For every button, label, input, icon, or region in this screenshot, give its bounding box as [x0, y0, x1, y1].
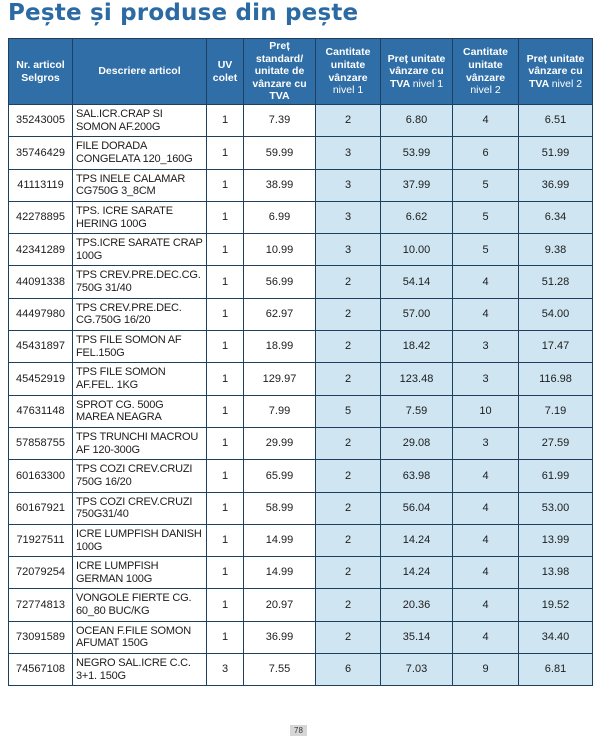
qty-level2-cell: 4	[453, 557, 519, 589]
price-level2-cell: 51.28	[519, 266, 593, 298]
qty-level2-cell: 10	[453, 395, 519, 427]
price-level1-cell: 63.98	[381, 460, 453, 492]
uv-cell: 1	[207, 557, 244, 589]
description-cell: TPS COZI CREV.CRUZI 750G31/40	[73, 492, 207, 524]
header-price-standard: Preț standard/ unitate de vânzare cu TVA	[244, 39, 316, 105]
price-standard-cell: 14.99	[244, 557, 316, 589]
price-level2-cell: 9.38	[519, 234, 593, 266]
qty-level2-cell: 5	[453, 169, 519, 201]
uv-cell: 1	[207, 105, 244, 137]
price-standard-cell: 7.55	[244, 654, 316, 686]
article-cell: 73091589	[9, 621, 73, 653]
uv-cell: 1	[207, 169, 244, 201]
qty-level1-cell: 3	[316, 201, 381, 233]
table-row	[9, 105, 593, 137]
price-level2-cell: 116.98	[519, 363, 593, 395]
article-cell: 57858755	[9, 427, 73, 459]
qty-level1-cell: 2	[316, 363, 381, 395]
uv-cell: 1	[207, 427, 244, 459]
price-level1-cell: 37.99	[381, 169, 453, 201]
uv-cell: 3	[207, 654, 244, 686]
price-level2-cell: 6.34	[519, 201, 593, 233]
qty-level1-cell: 2	[316, 492, 381, 524]
qty-level2-cell: 4	[453, 621, 519, 653]
price-standard-cell: 62.97	[244, 298, 316, 330]
header-description: Descriere articol	[73, 39, 207, 105]
price-standard-cell: 36.99	[244, 621, 316, 653]
uv-cell: 1	[207, 621, 244, 653]
price-level2-cell: 13.99	[519, 524, 593, 556]
description-cell: TPS CREV.PRE.DEC. CG.750G 16/20	[73, 298, 207, 330]
table-row	[9, 137, 593, 169]
price-level2-cell: 17.47	[519, 331, 593, 363]
price-standard-cell: 56.99	[244, 266, 316, 298]
qty-level1-cell: 2	[316, 621, 381, 653]
description-cell: TPS COZI CREV.CRUZI 750G 16/20	[73, 460, 207, 492]
article-cell: 72774813	[9, 589, 73, 621]
page-number: 78	[290, 725, 307, 736]
table-row	[9, 460, 593, 492]
qty-level2-cell: 4	[453, 298, 519, 330]
description-cell: NEGRO SAL.ICRE C.C. 3+1. 150G	[73, 654, 207, 686]
description-cell: SPROT CG. 500G MAREA NEAGRA	[73, 395, 207, 427]
price-level1-cell: 10.00	[381, 234, 453, 266]
table-row	[9, 298, 593, 330]
qty-level1-cell: 2	[316, 105, 381, 137]
qty-level2-cell: 5	[453, 234, 519, 266]
description-cell: SAL.ICR.CRAP SI SOMON AF.200G	[73, 105, 207, 137]
price-level1-cell: 6.80	[381, 105, 453, 137]
table-row	[9, 266, 593, 298]
price-level1-cell: 54.14	[381, 266, 453, 298]
header-price-level1: Preț unitate vânzare cu TVA nivel 1	[381, 39, 453, 105]
article-cell: 74567108	[9, 654, 73, 686]
uv-cell: 1	[207, 524, 244, 556]
qty-level2-cell: 9	[453, 654, 519, 686]
price-standard-cell: 20.97	[244, 589, 316, 621]
qty-level1-cell: 2	[316, 460, 381, 492]
qty-level1-cell: 3	[316, 137, 381, 169]
price-level1-cell: 18.42	[381, 331, 453, 363]
price-level1-cell: 35.14	[381, 621, 453, 653]
description-cell: VONGOLE FIERTE CG. 60_80 BUC/KG	[73, 589, 207, 621]
description-cell: FILE DORADA CONGELATA 120_160G	[73, 137, 207, 169]
table-row	[9, 557, 593, 589]
qty-level1-cell: 2	[316, 266, 381, 298]
price-level1-cell: 20.36	[381, 589, 453, 621]
qty-level2-cell: 3	[453, 331, 519, 363]
qty-level2-cell: 6	[453, 137, 519, 169]
qty-level1-cell: 2	[316, 298, 381, 330]
header-uv: UV colet	[207, 39, 244, 105]
price-level2-cell: 19.52	[519, 589, 593, 621]
uv-cell: 1	[207, 460, 244, 492]
header-qty-level1: Cantitate unitate vânzare nivel 1	[316, 39, 381, 105]
qty-level2-cell: 4	[453, 589, 519, 621]
article-cell: 44091338	[9, 266, 73, 298]
description-cell: ICRE LUMPFISH GERMAN 100G	[73, 557, 207, 589]
article-cell: 41113119	[9, 169, 73, 201]
uv-cell: 1	[207, 298, 244, 330]
table-row	[9, 363, 593, 395]
uv-cell: 1	[207, 395, 244, 427]
table-row	[9, 654, 593, 686]
price-level2-cell: 53.00	[519, 492, 593, 524]
qty-level1-cell: 3	[316, 234, 381, 266]
description-cell: TPS TRUNCHI MACROU AF 120-300G	[73, 427, 207, 459]
price-level2-cell: 6.51	[519, 105, 593, 137]
uv-cell: 1	[207, 492, 244, 524]
description-cell: OCEAN F.FILE SOMON AFUMAT 150G	[73, 621, 207, 653]
qty-level2-cell: 5	[453, 201, 519, 233]
qty-level1-cell: 3	[316, 169, 381, 201]
price-level2-cell: 36.99	[519, 169, 593, 201]
price-level2-cell: 34.40	[519, 621, 593, 653]
price-standard-cell: 38.99	[244, 169, 316, 201]
price-level2-cell: 61.99	[519, 460, 593, 492]
price-standard-cell: 18.99	[244, 331, 316, 363]
price-level2-cell: 6.81	[519, 654, 593, 686]
uv-cell: 1	[207, 331, 244, 363]
qty-level1-cell: 2	[316, 557, 381, 589]
price-standard-cell: 65.99	[244, 460, 316, 492]
uv-cell: 1	[207, 201, 244, 233]
page-title: Pește și produse din pește	[8, 0, 359, 26]
price-standard-cell: 6.99	[244, 201, 316, 233]
table-row	[9, 492, 593, 524]
table-row	[9, 234, 593, 266]
article-cell: 45452919	[9, 363, 73, 395]
price-level1-cell: 53.99	[381, 137, 453, 169]
description-cell: TPS. ICRE SARATE HERING 100G	[73, 201, 207, 233]
table-row	[9, 169, 593, 201]
table-row	[9, 427, 593, 459]
price-level2-cell: 7.19	[519, 395, 593, 427]
price-standard-cell: 10.99	[244, 234, 316, 266]
uv-cell: 1	[207, 137, 244, 169]
price-table	[8, 38, 593, 686]
description-cell: TPS CREV.PRE.DEC.CG. 750G 31/40	[73, 266, 207, 298]
header-price-level2: Preț unitate vânzare cu TVA nivel 2	[519, 39, 593, 105]
price-level1-cell: 29.08	[381, 427, 453, 459]
qty-level2-cell: 4	[453, 524, 519, 556]
article-cell: 72079254	[9, 557, 73, 589]
qty-level2-cell: 4	[453, 460, 519, 492]
price-level1-cell: 56.04	[381, 492, 453, 524]
qty-level1-cell: 2	[316, 589, 381, 621]
qty-level1-cell: 2	[316, 427, 381, 459]
header-article: Nr. articol Selgros	[9, 39, 73, 105]
qty-level1-cell: 5	[316, 395, 381, 427]
price-level1-cell: 7.59	[381, 395, 453, 427]
price-standard-cell: 58.99	[244, 492, 316, 524]
price-standard-cell: 59.99	[244, 137, 316, 169]
article-cell: 42278895	[9, 201, 73, 233]
table-row	[9, 331, 593, 363]
description-cell: TPS FILE SOMON AF FEL.150G	[73, 331, 207, 363]
table-row	[9, 395, 593, 427]
article-cell: 47631148	[9, 395, 73, 427]
article-cell: 44497980	[9, 298, 73, 330]
description-cell: TPS FILE SOMON AF.FEL. 1KG	[73, 363, 207, 395]
qty-level1-cell: 6	[316, 654, 381, 686]
price-standard-cell: 29.99	[244, 427, 316, 459]
header-qty-level2: Cantitate unitate vânzare nivel 2	[453, 39, 519, 105]
uv-cell: 1	[207, 589, 244, 621]
qty-level1-cell: 2	[316, 331, 381, 363]
uv-cell: 1	[207, 363, 244, 395]
qty-level2-cell: 3	[453, 363, 519, 395]
price-level1-cell: 6.62	[381, 201, 453, 233]
article-cell: 35243005	[9, 105, 73, 137]
qty-level2-cell: 4	[453, 492, 519, 524]
price-level1-cell: 57.00	[381, 298, 453, 330]
article-cell: 35746429	[9, 137, 73, 169]
uv-cell: 1	[207, 234, 244, 266]
article-cell: 45431897	[9, 331, 73, 363]
table-row	[9, 524, 593, 556]
description-cell: ICRE LUMPFISH DANISH 100G	[73, 524, 207, 556]
price-standard-cell: 14.99	[244, 524, 316, 556]
price-level1-cell: 14.24	[381, 557, 453, 589]
qty-level2-cell: 3	[453, 427, 519, 459]
price-level2-cell: 27.59	[519, 427, 593, 459]
description-cell: TPS INELE CALAMAR CG750G 3_8CM	[73, 169, 207, 201]
price-level1-cell: 123.48	[381, 363, 453, 395]
price-standard-cell: 7.39	[244, 105, 316, 137]
table-row	[9, 621, 593, 653]
article-cell: 71927511	[9, 524, 73, 556]
table-row	[9, 201, 593, 233]
table-row	[9, 589, 593, 621]
uv-cell: 1	[207, 266, 244, 298]
price-level2-cell: 13.98	[519, 557, 593, 589]
description-cell: TPS.ICRE SARATE CRAP 100G	[73, 234, 207, 266]
price-standard-cell: 7.99	[244, 395, 316, 427]
qty-level2-cell: 4	[453, 266, 519, 298]
price-level1-cell: 14.24	[381, 524, 453, 556]
article-cell: 42341289	[9, 234, 73, 266]
article-cell: 60163300	[9, 460, 73, 492]
qty-level1-cell: 2	[316, 524, 381, 556]
price-level2-cell: 54.00	[519, 298, 593, 330]
article-cell: 60167921	[9, 492, 73, 524]
price-standard-cell: 129.97	[244, 363, 316, 395]
price-level1-cell: 7.03	[381, 654, 453, 686]
qty-level2-cell: 4	[453, 105, 519, 137]
header-row	[9, 39, 593, 105]
price-level2-cell: 51.99	[519, 137, 593, 169]
